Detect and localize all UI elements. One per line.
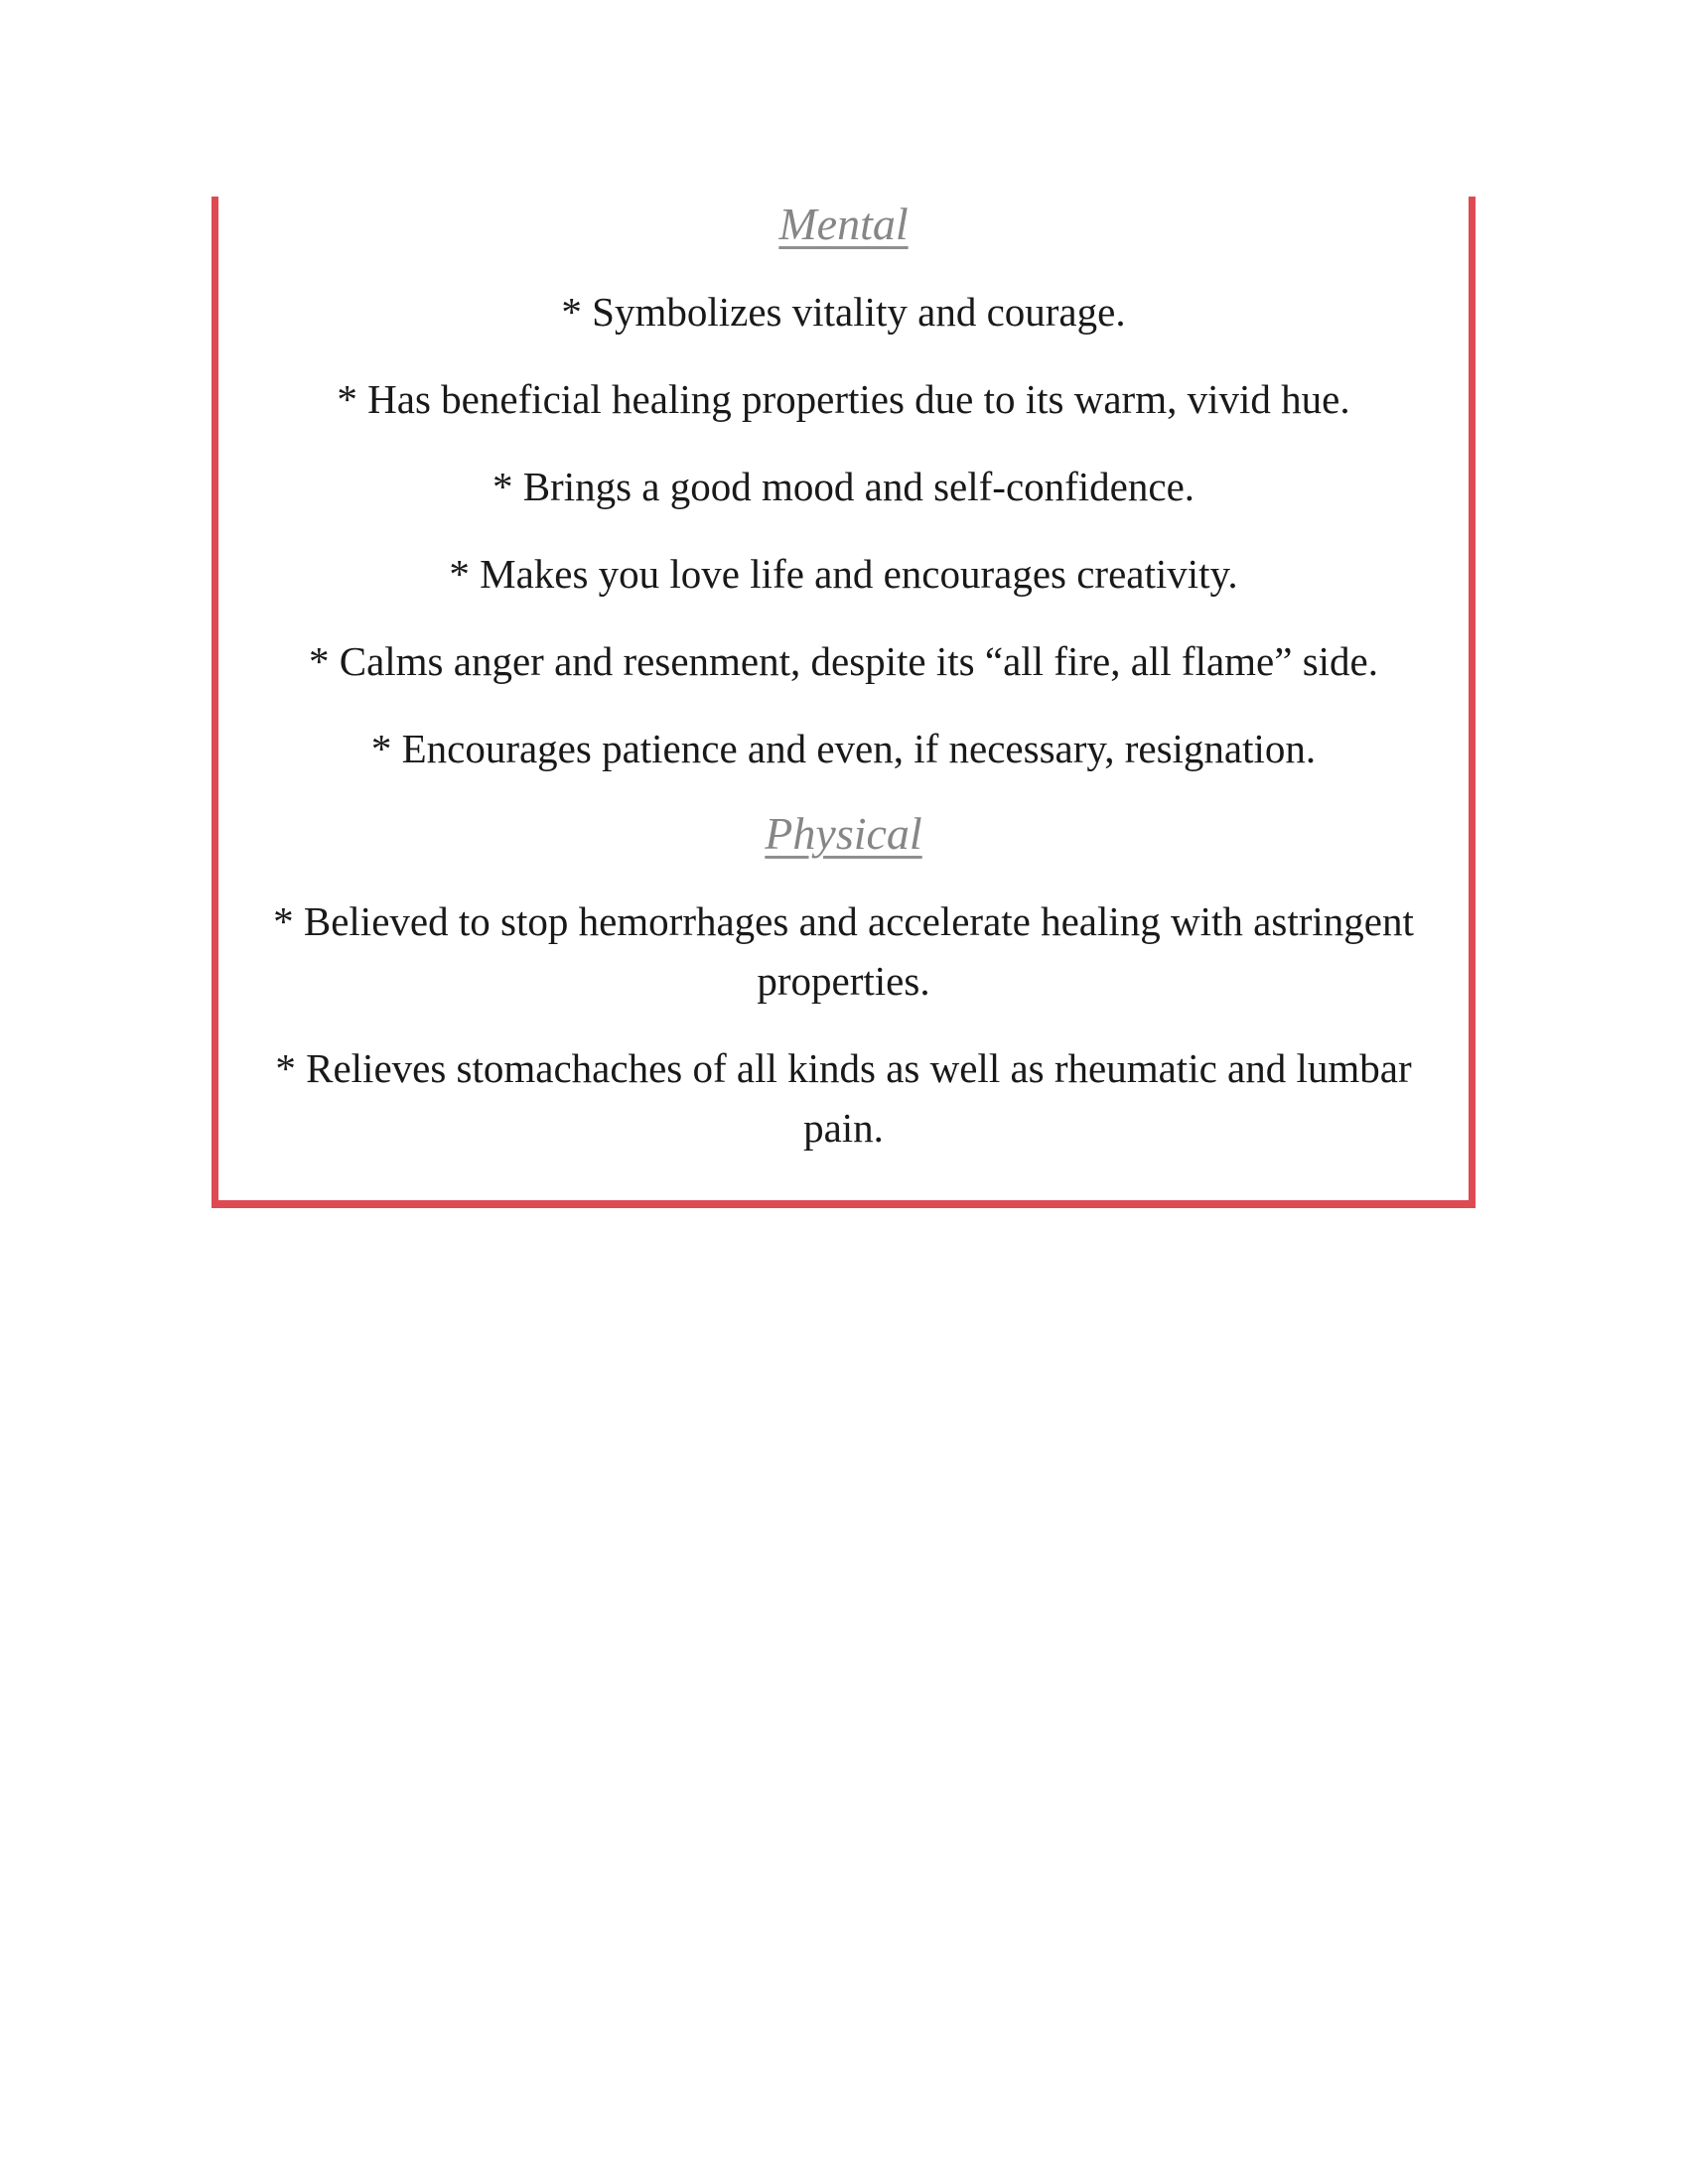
bullet-line: * Symbolizes vitality and courage. (561, 289, 1126, 335)
bullet-paragraph (248, 369, 1439, 429)
bullet-line: * Relieves stomachaches of all kinds as well as rheumatic and lumbar (275, 1045, 1412, 1091)
bullet-paragraph (248, 1038, 1439, 1158)
section-heading-physical: Physical (765, 808, 922, 859)
bullet-paragraph (248, 719, 1439, 778)
bullet-paragraph (248, 457, 1439, 516)
bullet-line-continuation: pain. (803, 1105, 884, 1151)
bullet-line: * Has beneficial healing properties due to its warm, vivid hue. (337, 376, 1350, 422)
bullet-line: * Calms anger and resenment, despite its “all fire, all flame” side. (308, 638, 1378, 684)
bullet-paragraph (248, 891, 1439, 1011)
bullet-paragraph (248, 544, 1439, 604)
bullet-line: * Encourages patience and even, if necessary, resignation. (370, 726, 1317, 771)
bullet-line: * Believed to stop hemorrhages and accelerate healing with astringent (273, 898, 1414, 944)
bullet-line-continuation: properties. (757, 958, 930, 1004)
bullet-line: * Brings a good mood and self-confidence. (492, 464, 1196, 509)
bullet-paragraph (248, 631, 1439, 691)
red-bordered-text-box (211, 197, 1476, 1208)
bullet-line: * Makes you love life and encourages creativity. (449, 551, 1238, 597)
section-heading-mental: Mental (778, 199, 909, 249)
bullet-paragraph (248, 282, 1439, 341)
